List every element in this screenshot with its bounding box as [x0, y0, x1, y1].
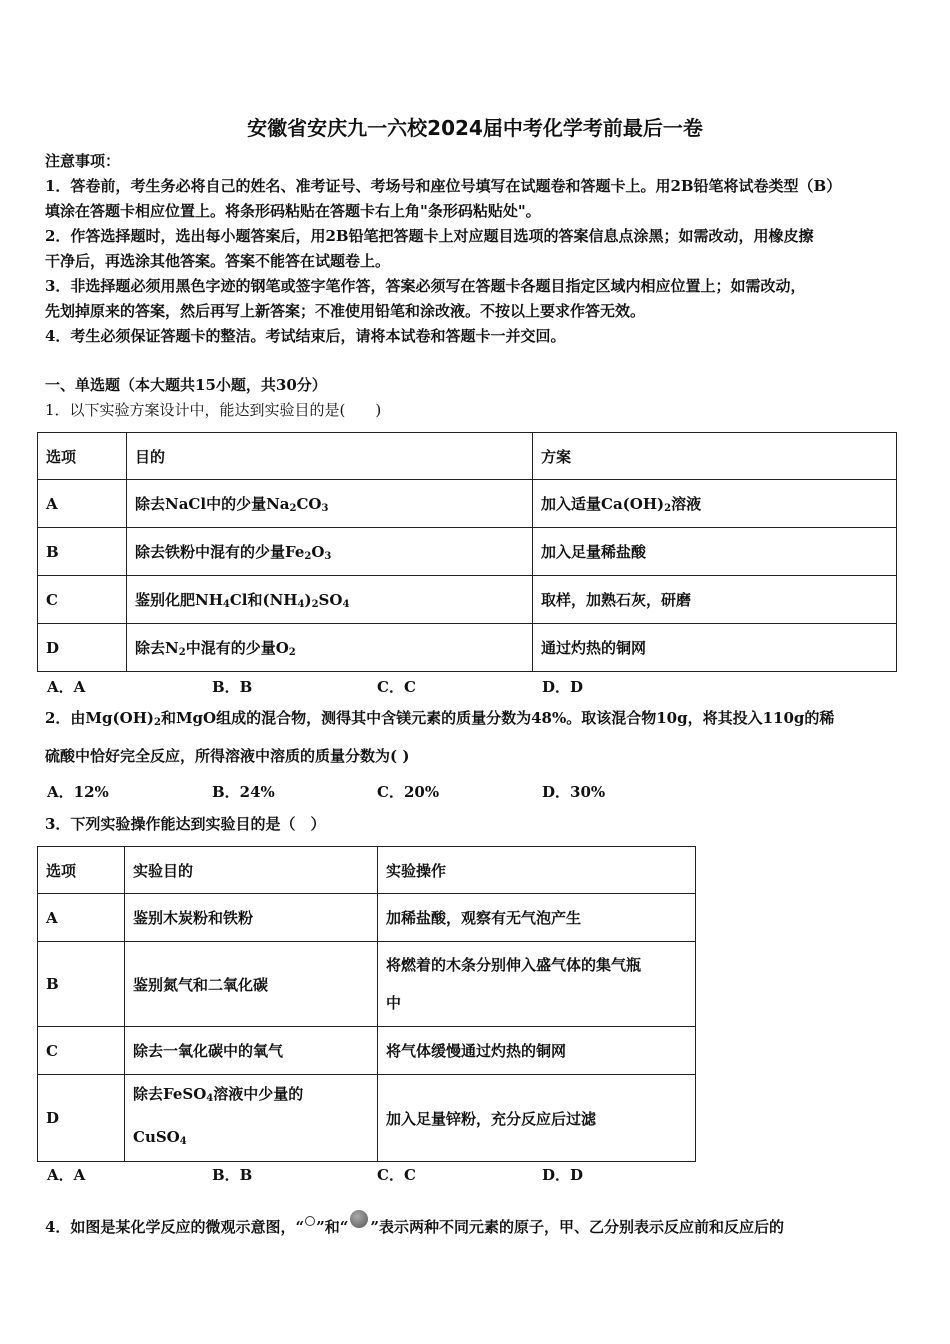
q1-header-purpose: 目的 — [127, 433, 533, 480]
table-row — [38, 528, 897, 576]
q3-header-key: 选项 — [38, 847, 125, 894]
q3-c-operation: 将气体缓慢通过灼热的铜网 — [378, 1027, 696, 1075]
q3-b-purpose: 鉴别氮气和二氧化碳 — [125, 942, 378, 1027]
notice-line-3: 2．作答选择题时，选出每小题答案后，用2B铅笔把答题卡上对应题目选项的答案信息点涂黑；如需改动，用橡皮擦 — [45, 227, 814, 245]
q3-a-operation: 加稀盐酸，观察有无气泡产生 — [378, 894, 696, 942]
q3-b-key: B — [38, 942, 125, 1027]
q3-stem: 3．下列实验操作能达到实验目的是（ ） — [45, 815, 326, 833]
q2-option-a[interactable]: A．12% — [47, 783, 109, 801]
page-title: 安徽省安庆九一六校2024届中考化学考前最后一卷 — [247, 116, 703, 140]
table-row — [38, 847, 696, 894]
q3-b-operation: 将燃着的木条分别伸入盛气体的集气瓶 中 — [378, 942, 696, 1027]
q2-option-d[interactable]: D．30% — [542, 783, 606, 801]
q3-option-d[interactable]: D．D — [542, 1166, 584, 1184]
q1-a-plan: 加入适量$Ca(OH)_2$溶液 — [533, 480, 897, 528]
notice-line-7: 4．考生必须保证答题卡的整洁。考试结束后，请将本试卷和答题卡一并交回。 — [45, 327, 566, 345]
q3-option-c[interactable]: C．C — [377, 1166, 416, 1184]
q1-option-c[interactable]: C．C — [377, 678, 416, 696]
q1-stem: 1．以下实验方案设计中，能达到实验目的是( ) — [45, 401, 382, 419]
table-row — [38, 576, 897, 624]
q1-d-purpose: 除去$N_2$中混有的少量$O_2$ — [127, 624, 533, 672]
table-row — [38, 624, 897, 672]
q2-option-b[interactable]: B．24% — [212, 783, 275, 801]
section-heading: 一、单选题（本大题共15小题，共30分） — [45, 376, 327, 394]
table-row — [38, 480, 897, 528]
notice-line-6: 先划掉原来的答案，然后再写上新答案；不准使用铅笔和涂改液。不按以上要求作答无效。 — [45, 302, 646, 320]
q1-b-plan: 加入足量稀盐酸 — [533, 528, 897, 576]
q1-d-plan: 通过灼热的铜网 — [533, 624, 897, 672]
table-row — [38, 433, 897, 480]
q3-header-operation: 实验操作 — [378, 847, 696, 894]
q1-header-key: 选项 — [38, 433, 127, 480]
q3-d-key: D — [38, 1075, 125, 1162]
notice-line-5: 3．非选择题必须用黑色字迹的钢笔或签字笔作答，答案必须写在答题卡各题目指定区域内相应位置上；如需改动， — [45, 277, 806, 295]
q1-option-a[interactable]: A．A — [47, 678, 86, 696]
q1-b-key: B — [38, 528, 127, 576]
q3-table — [37, 846, 696, 1162]
q1-c-purpose: 鉴别化肥$NH_4Cl$和$(NH_4)_2SO_4$ — [127, 576, 533, 624]
table-row — [38, 1027, 696, 1075]
table-row — [38, 1075, 696, 1162]
q1-d-key: D — [38, 624, 127, 672]
notice-line-1: 1．答卷前，考生务必将自己的姓名、准考证号、考场号和座位号填写在试题卷和答题卡上。用2B铅笔将试卷类型（B） — [45, 177, 842, 195]
q1-c-key: C — [38, 576, 127, 624]
q3-a-key: A — [38, 894, 125, 942]
q4-stem: 4．如图是某化学反应的微观示意图，“ ”和“ ”表示两种不同元素的原子，甲、乙分别表示反应前和反应后的 — [45, 1210, 784, 1236]
q2-stem-line-2: 硫酸中恰好完全反应，所得溶液中溶质的质量分数为( ) — [45, 747, 410, 765]
q3-c-key: C — [38, 1027, 125, 1075]
table-row — [38, 942, 696, 1027]
q3-option-a[interactable]: A．A — [47, 1166, 86, 1184]
white-atom-icon — [305, 1216, 315, 1226]
notice-heading: 注意事项： — [45, 152, 121, 170]
q1-table — [37, 432, 897, 672]
q1-header-plan: 方案 — [533, 433, 897, 480]
q2-option-c[interactable]: C．20% — [377, 783, 440, 801]
q2-stem-line-1: 2．由$Mg(OH)_2$和MgO组成的混合物，测得其中含镁元素的质量分数为48%。取该混合物10g，将其投入110g的稀 — [45, 709, 835, 728]
notice-line-4: 干净后，再选涂其他答案。答案不能答在试题卷上。 — [45, 252, 391, 270]
q1-c-plan: 取样，加熟石灰，研磨 — [533, 576, 897, 624]
q3-header-purpose: 实验目的 — [125, 847, 378, 894]
q1-a-key: A — [38, 480, 127, 528]
q1-b-purpose: 除去铁粉中混有的少量$Fe_2O_3$ — [127, 528, 533, 576]
q3-c-purpose: 除去一氧化碳中的氧气 — [125, 1027, 378, 1075]
table-row — [38, 894, 696, 942]
q3-d-purpose: 除去FeSO$_4$溶液中少量的 CuSO$_4$ — [125, 1075, 378, 1162]
q3-a-purpose: 鉴别木炭粉和铁粉 — [125, 894, 378, 942]
q1-a-purpose: 除去NaCl中的少量$Na_2CO_3$ — [127, 480, 533, 528]
notice-line-2: 填涂在答题卡相应位置上。将条形码粘贴在答题卡右上角"条形码粘贴处"。 — [45, 202, 541, 220]
q3-option-b[interactable]: B．B — [212, 1166, 253, 1184]
q3-d-operation: 加入足量锌粉，充分反应后过滤 — [378, 1075, 696, 1162]
gray-atom-icon — [350, 1210, 368, 1228]
q1-option-d[interactable]: D．D — [542, 678, 584, 696]
q1-option-b[interactable]: B．B — [212, 678, 253, 696]
